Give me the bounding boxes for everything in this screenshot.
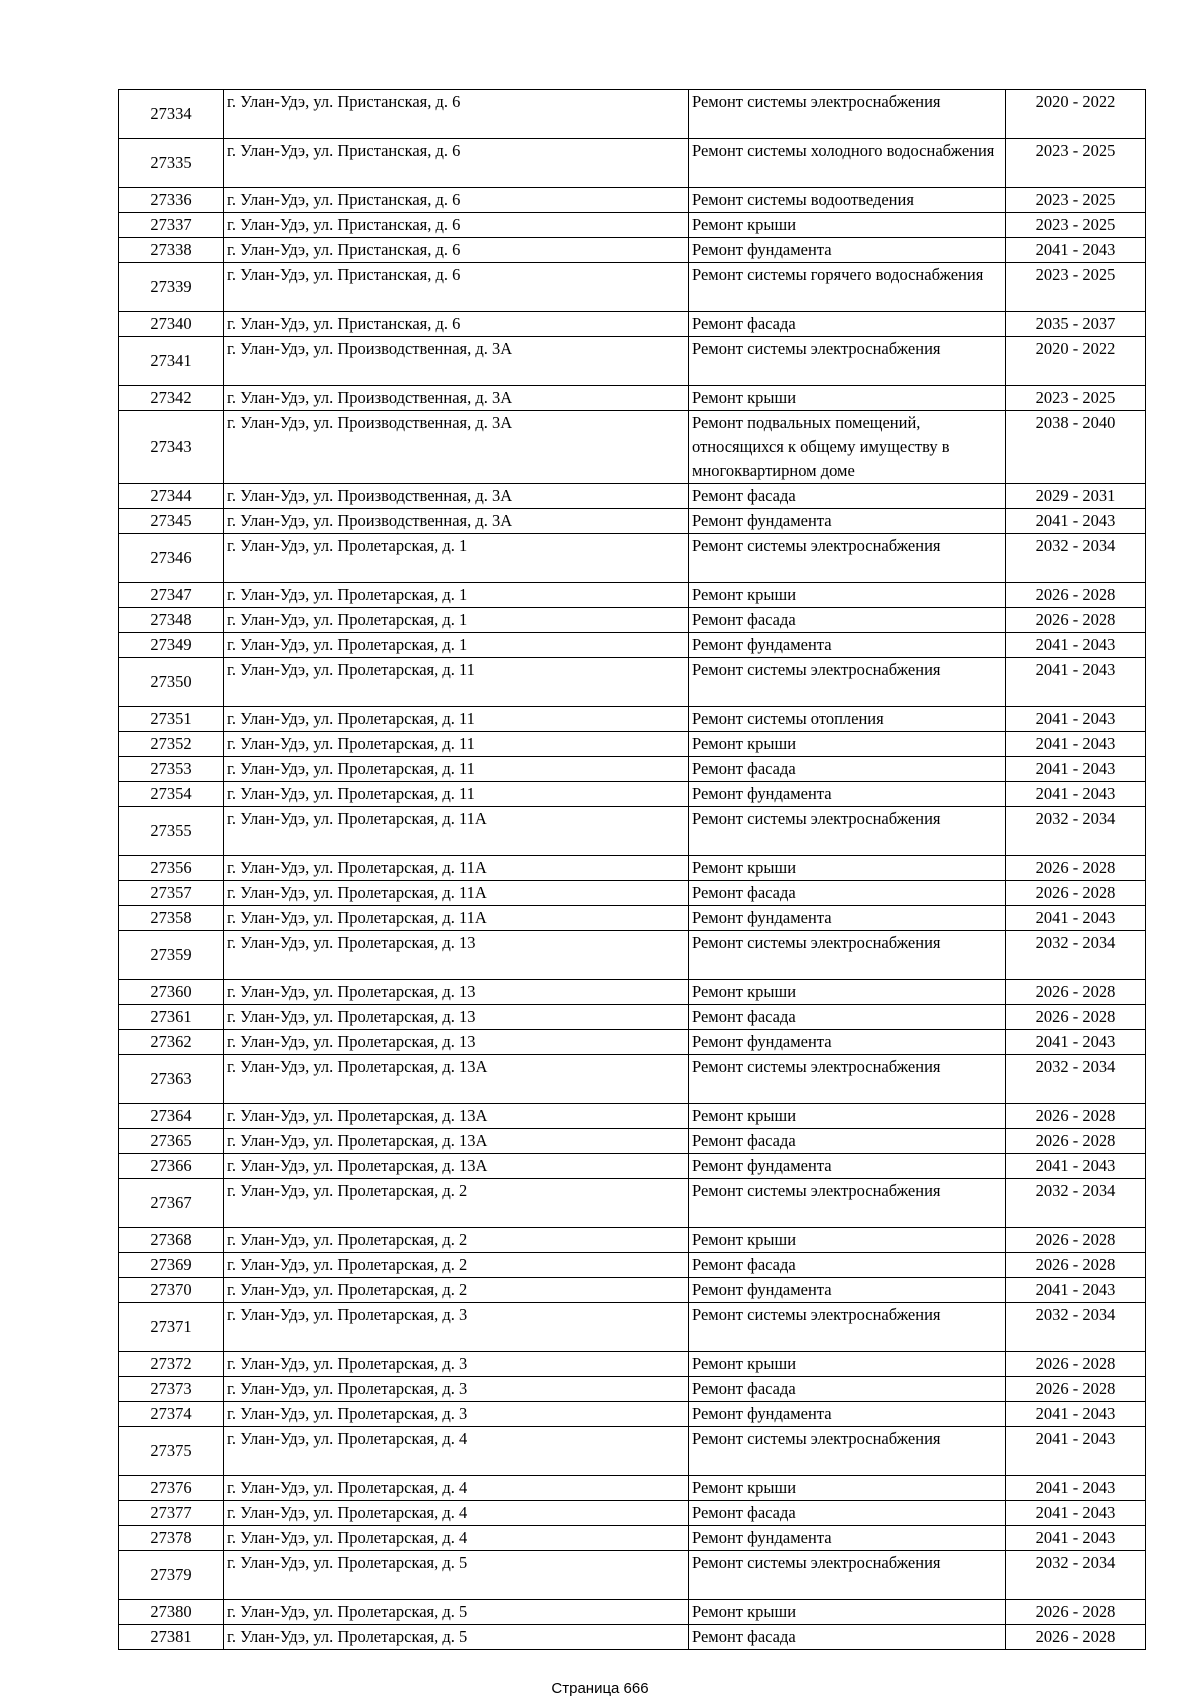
address-cell: г. Улан-Удэ, ул. Пролетарская, д. 3: [224, 1303, 689, 1352]
address-cell: г. Улан-Удэ, ул. Пристанская, д. 6: [224, 188, 689, 213]
row-id-cell: 27362: [119, 1030, 224, 1055]
period-cell: 2041 - 2043: [1006, 1501, 1146, 1526]
period-cell: 2041 - 2043: [1006, 658, 1146, 707]
period-cell: 2029 - 2031: [1006, 484, 1146, 509]
row-id-cell: 27353: [119, 757, 224, 782]
address-cell: г. Улан-Удэ, ул. Пролетарская, д. 11А: [224, 807, 689, 856]
work-type-cell: Ремонт фундамента: [689, 509, 1006, 534]
period-cell: 2032 - 2034: [1006, 1551, 1146, 1600]
work-type-cell: Ремонт фундамента: [689, 238, 1006, 263]
row-id-cell: 27367: [119, 1179, 224, 1228]
row-id-cell: 27374: [119, 1402, 224, 1427]
row-id-cell: 27343: [119, 411, 224, 484]
row-id-cell: 27334: [119, 90, 224, 139]
table-row: [119, 188, 1146, 213]
work-type-cell: Ремонт системы водоотведения: [689, 188, 1006, 213]
work-type-cell: Ремонт крыши: [689, 732, 1006, 757]
period-cell: 2026 - 2028: [1006, 1625, 1146, 1650]
row-id-cell: 27351: [119, 707, 224, 732]
period-cell: 2026 - 2028: [1006, 1600, 1146, 1625]
table-row: [119, 1253, 1146, 1278]
row-id-cell: 27380: [119, 1600, 224, 1625]
row-id-cell: 27370: [119, 1278, 224, 1303]
table-row: [119, 1427, 1146, 1476]
table-row: [119, 757, 1146, 782]
row-id-cell: 27379: [119, 1551, 224, 1600]
address-cell: г. Улан-Удэ, ул. Пролетарская, д. 5: [224, 1625, 689, 1650]
period-cell: 2041 - 2043: [1006, 1154, 1146, 1179]
period-cell: 2032 - 2034: [1006, 534, 1146, 583]
table-row: [119, 931, 1146, 980]
period-cell: 2032 - 2034: [1006, 1179, 1146, 1228]
row-id-cell: 27340: [119, 312, 224, 337]
address-cell: г. Улан-Удэ, ул. Пролетарская, д. 11: [224, 782, 689, 807]
work-type-cell: Ремонт крыши: [689, 1228, 1006, 1253]
period-cell: 2023 - 2025: [1006, 263, 1146, 312]
table-row: [119, 980, 1146, 1005]
row-id-cell: 27342: [119, 386, 224, 411]
address-cell: г. Улан-Удэ, ул. Пролетарская, д. 13: [224, 931, 689, 980]
period-cell: 2026 - 2028: [1006, 1005, 1146, 1030]
work-type-cell: Ремонт системы электроснабжения: [689, 1303, 1006, 1352]
period-cell: 2041 - 2043: [1006, 906, 1146, 931]
row-id-cell: 27376: [119, 1476, 224, 1501]
table-row: [119, 1278, 1146, 1303]
address-cell: г. Улан-Удэ, ул. Производственная, д. 3А: [224, 337, 689, 386]
period-cell: 2026 - 2028: [1006, 856, 1146, 881]
address-cell: г. Улан-Удэ, ул. Пролетарская, д. 13: [224, 1005, 689, 1030]
table-row: [119, 263, 1146, 312]
work-type-cell: Ремонт системы электроснабжения: [689, 337, 1006, 386]
work-type-cell: Ремонт системы электроснабжения: [689, 1179, 1006, 1228]
period-cell: 2041 - 2043: [1006, 1402, 1146, 1427]
row-id-cell: 27364: [119, 1104, 224, 1129]
table-row: [119, 856, 1146, 881]
period-cell: 2023 - 2025: [1006, 386, 1146, 411]
row-id-cell: 27336: [119, 188, 224, 213]
period-cell: 2032 - 2034: [1006, 1303, 1146, 1352]
address-cell: г. Улан-Удэ, ул. Пролетарская, д. 11: [224, 707, 689, 732]
work-type-cell: Ремонт фасада: [689, 312, 1006, 337]
address-cell: г. Улан-Удэ, ул. Пролетарская, д. 1: [224, 633, 689, 658]
work-type-cell: Ремонт крыши: [689, 1476, 1006, 1501]
work-type-cell: Ремонт фасада: [689, 881, 1006, 906]
work-type-cell: Ремонт системы электроснабжения: [689, 807, 1006, 856]
period-cell: 2041 - 2043: [1006, 509, 1146, 534]
work-type-cell: Ремонт фундамента: [689, 1402, 1006, 1427]
row-id-cell: 27339: [119, 263, 224, 312]
work-type-cell: Ремонт фасада: [689, 757, 1006, 782]
work-type-cell: Ремонт системы электроснабжения: [689, 1427, 1006, 1476]
table-row: [119, 1402, 1146, 1427]
row-id-cell: 27347: [119, 583, 224, 608]
row-id-cell: 27337: [119, 213, 224, 238]
address-cell: г. Улан-Удэ, ул. Пролетарская, д. 2: [224, 1278, 689, 1303]
work-type-cell: Ремонт крыши: [689, 213, 1006, 238]
table-row: [119, 90, 1146, 139]
table-row: [119, 238, 1146, 263]
work-type-cell: Ремонт фасада: [689, 1005, 1006, 1030]
row-id-cell: 27361: [119, 1005, 224, 1030]
work-type-cell: Ремонт системы электроснабжения: [689, 658, 1006, 707]
period-cell: 2023 - 2025: [1006, 188, 1146, 213]
period-cell: 2026 - 2028: [1006, 1129, 1146, 1154]
work-type-cell: Ремонт крыши: [689, 1600, 1006, 1625]
table-row: [119, 337, 1146, 386]
address-cell: г. Улан-Удэ, ул. Пролетарская, д. 4: [224, 1526, 689, 1551]
table-row: [119, 386, 1146, 411]
table-row: [119, 1030, 1146, 1055]
address-cell: г. Улан-Удэ, ул. Пролетарская, д. 1: [224, 608, 689, 633]
address-cell: г. Улан-Удэ, ул. Пролетарская, д. 3: [224, 1402, 689, 1427]
table-row: [119, 707, 1146, 732]
table-row: [119, 608, 1146, 633]
address-cell: г. Улан-Удэ, ул. Пролетарская, д. 5: [224, 1600, 689, 1625]
table-row: [119, 1476, 1146, 1501]
row-id-cell: 27348: [119, 608, 224, 633]
row-id-cell: 27341: [119, 337, 224, 386]
work-type-cell: Ремонт фундамента: [689, 1526, 1006, 1551]
row-id-cell: 27365: [119, 1129, 224, 1154]
table-row: [119, 1377, 1146, 1402]
row-id-cell: 27373: [119, 1377, 224, 1402]
table-row: [119, 633, 1146, 658]
address-cell: г. Улан-Удэ, ул. Пролетарская, д. 11: [224, 757, 689, 782]
period-cell: 2026 - 2028: [1006, 980, 1146, 1005]
period-cell: 2041 - 2043: [1006, 633, 1146, 658]
period-cell: 2026 - 2028: [1006, 1352, 1146, 1377]
period-cell: 2020 - 2022: [1006, 337, 1146, 386]
period-cell: 2026 - 2028: [1006, 1253, 1146, 1278]
row-id-cell: 27368: [119, 1228, 224, 1253]
address-cell: г. Улан-Удэ, ул. Пролетарская, д. 13А: [224, 1104, 689, 1129]
period-cell: 2026 - 2028: [1006, 583, 1146, 608]
table-row: [119, 1501, 1146, 1526]
period-cell: 2026 - 2028: [1006, 1104, 1146, 1129]
row-id-cell: 27360: [119, 980, 224, 1005]
address-cell: г. Улан-Удэ, ул. Пролетарская, д. 11А: [224, 906, 689, 931]
work-type-cell: Ремонт крыши: [689, 1104, 1006, 1129]
address-cell: г. Улан-Удэ, ул. Пролетарская, д. 13: [224, 1030, 689, 1055]
period-cell: 2041 - 2043: [1006, 707, 1146, 732]
work-type-cell: Ремонт фасада: [689, 1625, 1006, 1650]
table-row: [119, 213, 1146, 238]
row-id-cell: 27359: [119, 931, 224, 980]
work-type-cell: Ремонт системы отопления: [689, 707, 1006, 732]
table-row: [119, 139, 1146, 188]
address-cell: г. Улан-Удэ, ул. Пристанская, д. 6: [224, 213, 689, 238]
work-type-cell: Ремонт системы электроснабжения: [689, 1551, 1006, 1600]
address-cell: г. Улан-Удэ, ул. Пристанская, д. 6: [224, 238, 689, 263]
work-type-cell: Ремонт фасада: [689, 1501, 1006, 1526]
address-cell: г. Улан-Удэ, ул. Пролетарская, д. 3: [224, 1377, 689, 1402]
period-cell: 2032 - 2034: [1006, 807, 1146, 856]
row-id-cell: 27345: [119, 509, 224, 534]
table-row: [119, 484, 1146, 509]
row-id-cell: 27369: [119, 1253, 224, 1278]
period-cell: 2041 - 2043: [1006, 1526, 1146, 1551]
address-cell: г. Улан-Удэ, ул. Пролетарская, д. 11: [224, 658, 689, 707]
period-cell: 2026 - 2028: [1006, 608, 1146, 633]
table-row: [119, 1600, 1146, 1625]
period-cell: 2041 - 2043: [1006, 782, 1146, 807]
row-id-cell: 27375: [119, 1427, 224, 1476]
period-cell: 2041 - 2043: [1006, 1476, 1146, 1501]
table-row: [119, 906, 1146, 931]
row-id-cell: 27377: [119, 1501, 224, 1526]
row-id-cell: 27356: [119, 856, 224, 881]
row-id-cell: 27335: [119, 139, 224, 188]
address-cell: г. Улан-Удэ, ул. Пристанская, д. 6: [224, 90, 689, 139]
address-cell: г. Улан-Удэ, ул. Производственная, д. 3А: [224, 411, 689, 484]
row-id-cell: 27381: [119, 1625, 224, 1650]
period-cell: 2032 - 2034: [1006, 931, 1146, 980]
work-type-cell: Ремонт системы электроснабжения: [689, 90, 1006, 139]
work-type-cell: Ремонт системы электроснабжения: [689, 534, 1006, 583]
address-cell: г. Улан-Удэ, ул. Производственная, д. 3А: [224, 386, 689, 411]
address-cell: г. Улан-Удэ, ул. Пролетарская, д. 2: [224, 1228, 689, 1253]
table-row: [119, 807, 1146, 856]
table-row: [119, 1104, 1146, 1129]
address-cell: г. Улан-Удэ, ул. Пролетарская, д. 11: [224, 732, 689, 757]
period-cell: 2041 - 2043: [1006, 757, 1146, 782]
row-id-cell: 27363: [119, 1055, 224, 1104]
table-row: [119, 732, 1146, 757]
row-id-cell: 27350: [119, 658, 224, 707]
table-row: [119, 1179, 1146, 1228]
row-id-cell: 27372: [119, 1352, 224, 1377]
period-cell: 2041 - 2043: [1006, 1427, 1146, 1476]
address-cell: г. Улан-Удэ, ул. Пролетарская, д. 2: [224, 1179, 689, 1228]
row-id-cell: 27366: [119, 1154, 224, 1179]
address-cell: г. Улан-Удэ, ул. Пролетарская, д. 1: [224, 583, 689, 608]
period-cell: 2020 - 2022: [1006, 90, 1146, 139]
work-type-cell: Ремонт крыши: [689, 856, 1006, 881]
work-type-cell: Ремонт фасада: [689, 608, 1006, 633]
address-cell: г. Улан-Удэ, ул. Пролетарская, д. 13А: [224, 1129, 689, 1154]
table-row: [119, 1352, 1146, 1377]
address-cell: г. Улан-Удэ, ул. Пролетарская, д. 3: [224, 1352, 689, 1377]
address-cell: г. Улан-Удэ, ул. Пристанская, д. 6: [224, 312, 689, 337]
address-cell: г. Улан-Удэ, ул. Пристанская, д. 6: [224, 139, 689, 188]
work-type-cell: Ремонт крыши: [689, 386, 1006, 411]
table-row: [119, 509, 1146, 534]
period-cell: 2026 - 2028: [1006, 1377, 1146, 1402]
row-id-cell: 27352: [119, 732, 224, 757]
work-type-cell: Ремонт фасада: [689, 484, 1006, 509]
period-cell: 2035 - 2037: [1006, 312, 1146, 337]
row-id-cell: 27378: [119, 1526, 224, 1551]
work-type-cell: Ремонт фундамента: [689, 906, 1006, 931]
work-type-cell: Ремонт системы электроснабжения: [689, 1055, 1006, 1104]
work-type-cell: Ремонт фасада: [689, 1253, 1006, 1278]
table-row: [119, 1625, 1146, 1650]
table-row: [119, 1551, 1146, 1600]
period-cell: 2041 - 2043: [1006, 1030, 1146, 1055]
row-id-cell: 27349: [119, 633, 224, 658]
table-row: [119, 1005, 1146, 1030]
work-type-cell: Ремонт фундамента: [689, 782, 1006, 807]
work-type-cell: Ремонт фасада: [689, 1377, 1006, 1402]
address-cell: г. Улан-Удэ, ул. Пролетарская, д. 13А: [224, 1154, 689, 1179]
period-cell: 2026 - 2028: [1006, 881, 1146, 906]
address-cell: г. Улан-Удэ, ул. Пролетарская, д. 11А: [224, 881, 689, 906]
table-row: [119, 1154, 1146, 1179]
work-type-cell: Ремонт системы горячего водоснабжения: [689, 263, 1006, 312]
repair-schedule-table: [118, 89, 1146, 1650]
table-row: [119, 1228, 1146, 1253]
address-cell: г. Улан-Удэ, ул. Пролетарская, д. 11А: [224, 856, 689, 881]
row-id-cell: 27357: [119, 881, 224, 906]
work-type-cell: Ремонт системы электроснабжения: [689, 931, 1006, 980]
address-cell: г. Улан-Удэ, ул. Производственная, д. 3А: [224, 484, 689, 509]
table-row: [119, 881, 1146, 906]
row-id-cell: 27338: [119, 238, 224, 263]
work-type-cell: Ремонт фасада: [689, 1129, 1006, 1154]
page-number: Страница 666: [551, 1680, 649, 1697]
table-row: [119, 411, 1146, 484]
address-cell: г. Улан-Удэ, ул. Пролетарская, д. 4: [224, 1476, 689, 1501]
work-type-cell: Ремонт системы холодного водоснабжения: [689, 139, 1006, 188]
work-type-cell: Ремонт фундамента: [689, 1278, 1006, 1303]
period-cell: 2041 - 2043: [1006, 238, 1146, 263]
row-id-cell: 27355: [119, 807, 224, 856]
period-cell: 2038 - 2040: [1006, 411, 1146, 484]
period-cell: 2041 - 2043: [1006, 732, 1146, 757]
work-type-cell: Ремонт фундамента: [689, 1154, 1006, 1179]
table-row: [119, 583, 1146, 608]
address-cell: г. Улан-Удэ, ул. Пролетарская, д. 1: [224, 534, 689, 583]
row-id-cell: 27346: [119, 534, 224, 583]
table-row: [119, 1303, 1146, 1352]
table-row: [119, 534, 1146, 583]
period-cell: 2023 - 2025: [1006, 213, 1146, 238]
period-cell: 2032 - 2034: [1006, 1055, 1146, 1104]
address-cell: г. Улан-Удэ, ул. Пролетарская, д. 13А: [224, 1055, 689, 1104]
work-type-cell: Ремонт подвальных помещений, относящихся к общему имуществу в многоквартирном доме: [689, 411, 1006, 484]
row-id-cell: 27354: [119, 782, 224, 807]
work-type-cell: Ремонт крыши: [689, 1352, 1006, 1377]
address-cell: г. Улан-Удэ, ул. Пролетарская, д. 4: [224, 1427, 689, 1476]
period-cell: 2026 - 2028: [1006, 1228, 1146, 1253]
table-row: [119, 1129, 1146, 1154]
table-row: [119, 1526, 1146, 1551]
table-body: [119, 90, 1146, 1650]
table-row: [119, 658, 1146, 707]
address-cell: г. Улан-Удэ, ул. Пролетарская, д. 4: [224, 1501, 689, 1526]
period-cell: 2041 - 2043: [1006, 1278, 1146, 1303]
work-type-cell: Ремонт крыши: [689, 583, 1006, 608]
table-row: [119, 782, 1146, 807]
row-id-cell: 27344: [119, 484, 224, 509]
address-cell: г. Улан-Удэ, ул. Пролетарская, д. 13: [224, 980, 689, 1005]
address-cell: г. Улан-Удэ, ул. Пролетарская, д. 2: [224, 1253, 689, 1278]
row-id-cell: 27371: [119, 1303, 224, 1352]
work-type-cell: Ремонт фундамента: [689, 1030, 1006, 1055]
address-cell: г. Улан-Удэ, ул. Производственная, д. 3А: [224, 509, 689, 534]
address-cell: г. Улан-Удэ, ул. Пристанская, д. 6: [224, 263, 689, 312]
work-type-cell: Ремонт фундамента: [689, 633, 1006, 658]
period-cell: 2023 - 2025: [1006, 139, 1146, 188]
row-id-cell: 27358: [119, 906, 224, 931]
table-row: [119, 1055, 1146, 1104]
address-cell: г. Улан-Удэ, ул. Пролетарская, д. 5: [224, 1551, 689, 1600]
work-type-cell: Ремонт крыши: [689, 980, 1006, 1005]
table-row: [119, 312, 1146, 337]
